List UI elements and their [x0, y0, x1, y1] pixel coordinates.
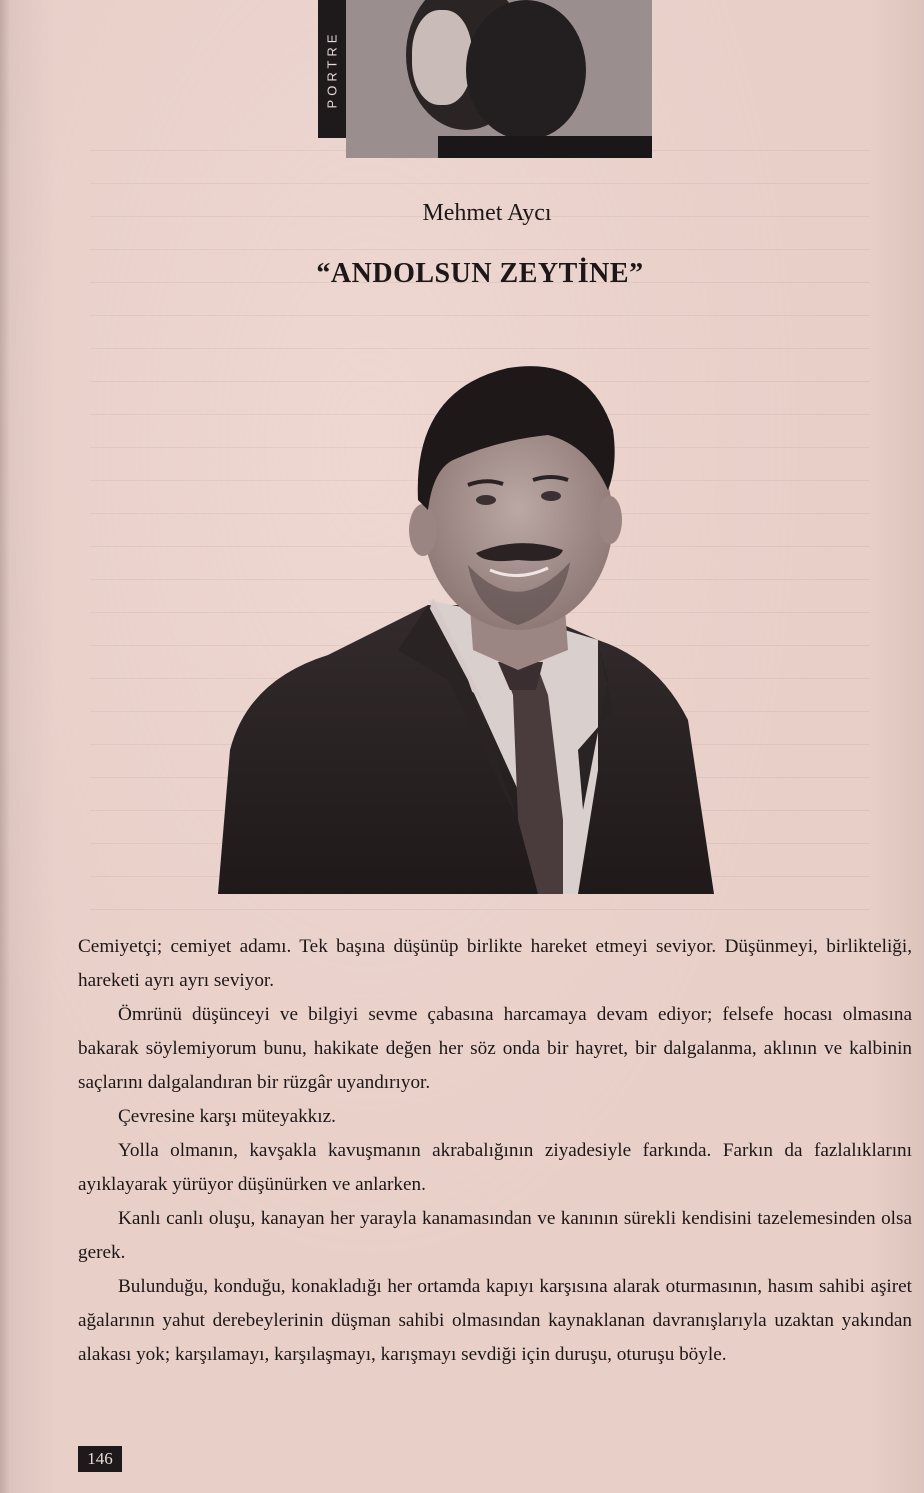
author-portrait-photo — [218, 350, 714, 894]
section-tab — [318, 0, 346, 138]
paragraph: Yolla olmanın, kavşakla kavuşmanın akrabalığının ziyadesiyle farkında. Farkın da fazlalıklarını ayıklayarak yürüyor düşünürken ve anlarken. — [78, 1140, 912, 1195]
article-body — [78, 930, 912, 1372]
paragraph: Çevresine karşı müteyakkız. — [118, 1106, 336, 1127]
paragraph: Kanlı canlı oluşu, kanayan her yarayla kanamasından ve kanının sürekli kendisini tazelemesinden olsa gerek. — [78, 1208, 912, 1263]
top-photo — [346, 0, 652, 158]
section-tab-label: PORTRE — [324, 30, 340, 108]
paragraph: Cemiyetçi; cemiyet adamı. Tek başına düşünüp birlikte hareket etmeyi seviyor. Düşünmeyi, birlikteliği, hareketi ayrı ayrı seviyor. — [78, 936, 912, 991]
author-name: Mehmet Aycı — [422, 200, 552, 226]
paragraph: Ömrünü düşünceyi ve bilgiyi sevme çabasına harcamaya devam ediyor; felsefe hocası olmasına bakarak söylemiyorum bunu, hakikate değen her söz onda bir hayret, bir dalgalanma, aklının ve kalbinin saçlarını dalgalandıran bir rüzgâr uyandırıyor. — [78, 1004, 912, 1093]
article-title: “ANDOLSUN ZEYTİNE” — [316, 258, 644, 289]
paragraph: Bulunduğu, konduğu, konakladığı her ortamda kapıyı karşısına alarak oturmasının, hasım sahibi aşiret ağalarının yahut derebeylerinin düşman sahibi olmasından kaynaklanan davranışlarıyla uzaktan yakından alakası yok; karşılamayı, karşılaşmayı, karışmayı sevdiği için duruşu, oturuşu böyle. — [78, 1276, 912, 1365]
page-number: 146 — [78, 1446, 122, 1472]
